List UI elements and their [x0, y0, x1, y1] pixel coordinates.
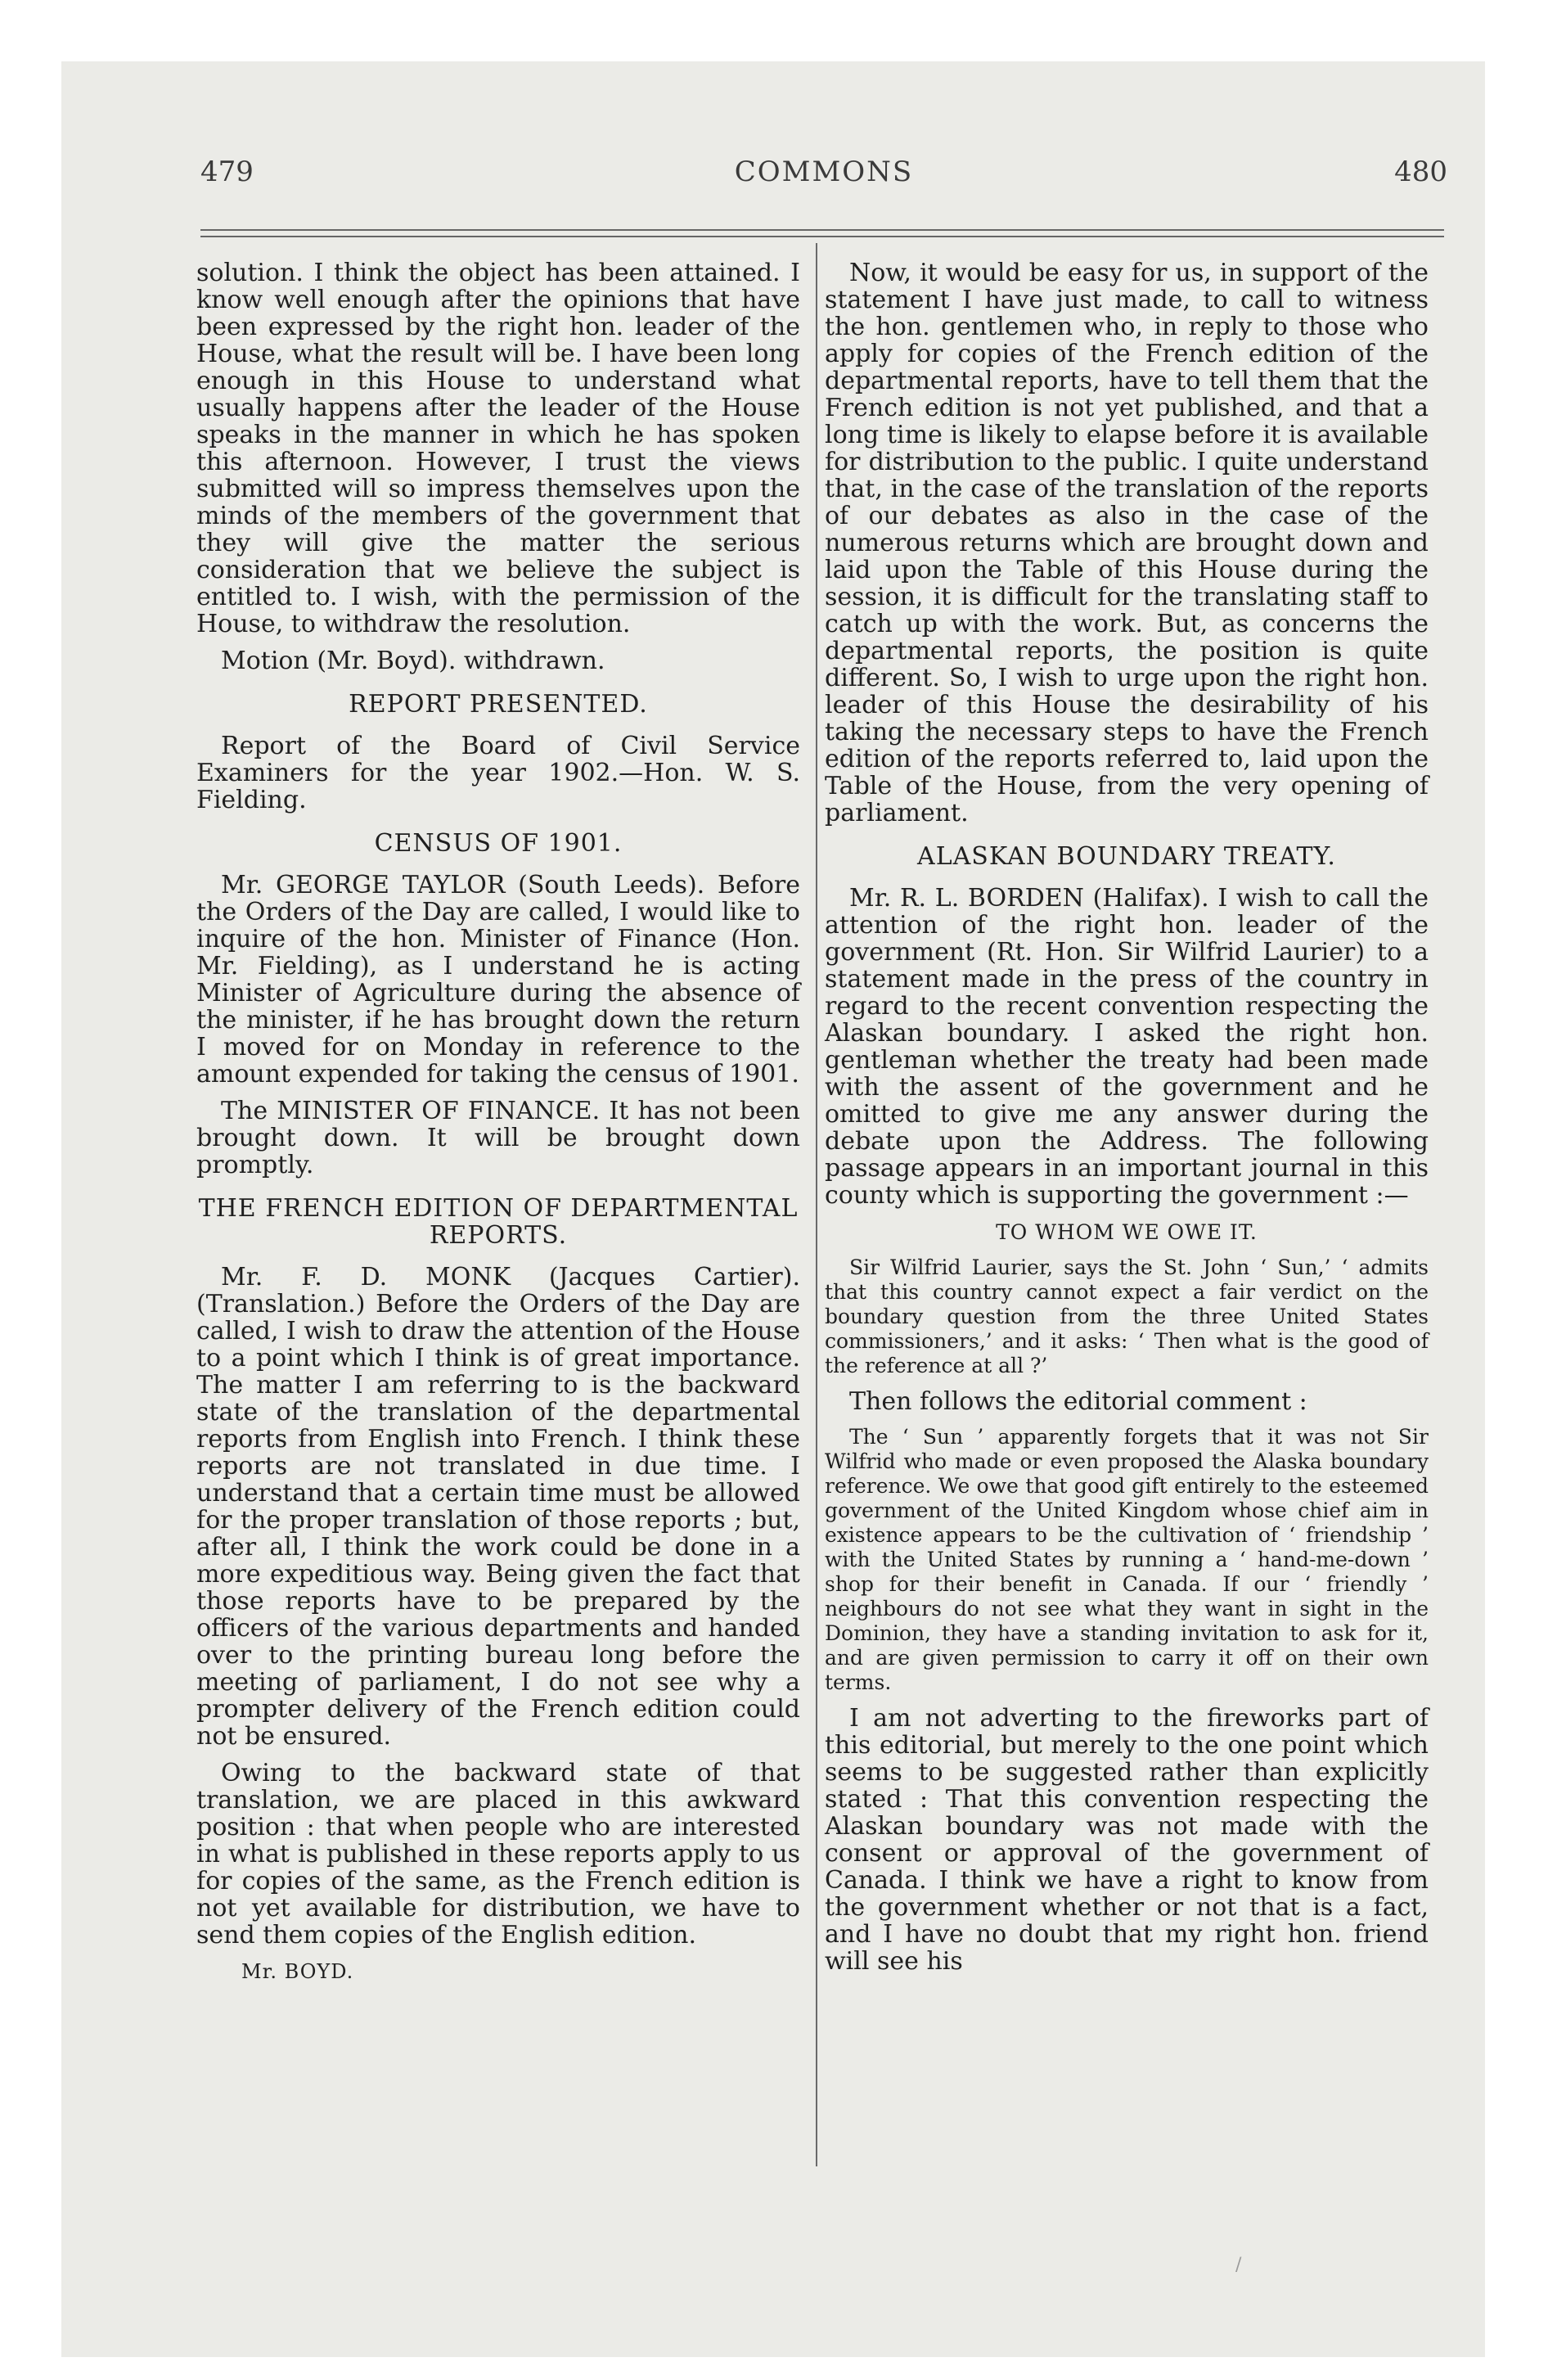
paragraph: I am not adverting to the fireworks part of this editorial, but merely to the one point which seems to be suggested rather than explicitly stated : That this convention respecting the Alaskan boundary was not made with the consent or approval of the government of Canada. I think we have a right to know from the government whether or not that is a fact, and I have no doubt that my right hon. friend will see his [825, 1704, 1429, 1976]
section-heading: ALASKAN BOUNDARY TREATY. [917, 842, 1336, 871]
quoted-paragraph: The ‘ Sun ’ apparently forgets that it was not Sir Wilfrid who made or even proposed the Alaska boundary reference. We owe that good gift entirely to the esteemed government of the United Kingdom whose chief aim in existence appears to be the cultivation of ‘ friendship ’ with the United States by running a ‘ hand-me-down ’ shop for their benefit in Canada. If our ‘ friendly ’ neighbours do not see what they want in sight in the Dominion, they have a standing invitation to ask for it, and are given permission to carry it off on their own terms. [825, 1425, 1429, 1694]
paragraph: Then follows the editorial comment : [849, 1387, 1307, 1416]
right-page-number: 480 [1394, 156, 1447, 188]
left-column [196, 259, 800, 1986]
right-column [825, 259, 1429, 1985]
section-heading: REPORT PRESENTED. [349, 690, 648, 719]
column-divider [816, 243, 817, 2166]
page-header [200, 156, 1447, 205]
quoted-heading: TO WHOM WE OWE IT. [996, 1220, 1258, 1244]
stray-mark: / [1235, 2255, 1242, 2275]
paragraph: solution. I think the object has been attained. I know well enough after the opinions that have been expressed by the right hon. leader of the House, what the result will be. I have been long enough in this House to understand what usually happens after the leader of the House speaks in the manner in which he has spoken this afternoon. However, I trust the views submitted will so impress themselves upon the minds of the members of the government that they will give the matter the serious consideration that we believe the subject is entitled to. I wish, with the permission of the House, to withdraw the resolution. [196, 259, 800, 638]
paragraph: Mr. R. L. BORDEN (Halifax). I wish to call the attention of the right hon. leader of the government (Rt. Hon. Sir Wilfrid Laurier) to a statement made in the press of the country in regard to the recent convention respecting the Alaskan boundary. I asked the right hon. gentleman whether the treaty had been made with the assent of the government and he omitted to give me any answer during the debate upon the Address. The following passage appears in an important journal in this county which is supporting the government :— [825, 884, 1429, 1210]
paragraph: Now, it would be easy for us, in support of the statement I have just made, to call to witness the hon. gentlemen who, in reply to those who apply for copies of the French edition of the departmental reports, have to tell them that the French edition is not yet published, and that a long time is likely to elapse before it is available for distribution to the public. I quite understand that, in the case of the translation of the reports of our debates as also in the case of the numerous returns which are brought down and laid upon the Table of this House during the session, it is difficult for the translating staff to catch up with the work. But, as concerns the departmental reports, the position is quite different. So, I wish to urge upon the right hon. leader of this House the desirability of his taking the necessary steps to have the French edition of the reports referred to, laid upon the Table of the House, from the very opening of parliament. [825, 259, 1429, 827]
paragraph: Mr. F. D. MONK (Jacques Cartier). (Translation.) Before the Orders of the Day are called, I wish to draw the attention of the House to a point which I think is of great importance. The matter I am referring to is the backward state of the translation of the departmental reports from English into French. I think these reports are not translated in due time. I understand that a certain time must be allowed for the proper translation of those reports ; but, after all, I think the work could be done in a more expeditious way. Being given the fact that those reports have to be prepared by the officers of the various departments and handed over to the printing bureau long before the meeting of parliament, I do not see why a prompter delivery of the French edition could not be ensured. [196, 1263, 800, 1751]
paragraph: Report of the Board of Civil Service Examiners for the year 1902.—Hon. W. S. Fielding. [196, 732, 800, 814]
paragraph: Owing to the backward state of that translation, we are placed in this awkward position : that when people who are interested in what is published in these reports apply to us for copies of the same, as the French edition is not yet available for distribution, we have to send them copies of the English edition. [196, 1759, 800, 1950]
header-rule [200, 229, 1444, 231]
footer-signature: Mr. BOYD. [241, 1960, 354, 1983]
section-heading: CENSUS OF 1901. [374, 829, 623, 858]
header-rule-double [200, 236, 1444, 237]
running-title: COMMONS [734, 156, 914, 188]
paragraph: The MINISTER OF FINANCE. It has not been brought down. It will be brought down promptly. [196, 1097, 800, 1179]
quoted-paragraph: Sir Wilfrid Laurier, says the St. John ‘ Sun,’ ‘ admits that this country cannot expect a fair verdict on the boundary question from the three United States commissioners,’ and it asks: ‘ Then what is the good of the reference at all ?’ [825, 1255, 1429, 1377]
paragraph: Mr. GEORGE TAYLOR (South Leeds). Before the Orders of the Day are called, I would like to inquire of the hon. Minister of Finance (Hon. Mr. Fielding), as I understand he is acting Minister of Agriculture during the absence of the minister, if he has brought down the return I moved for on Monday in reference to the amount expended for taking the census of 1901. [196, 871, 800, 1089]
left-page-number: 479 [200, 156, 254, 188]
paragraph: Motion (Mr. Boyd). withdrawn. [221, 647, 605, 675]
section-heading: THE FRENCH EDITION OF DEPARTMENTAL REPORTS. [198, 1194, 799, 1250]
